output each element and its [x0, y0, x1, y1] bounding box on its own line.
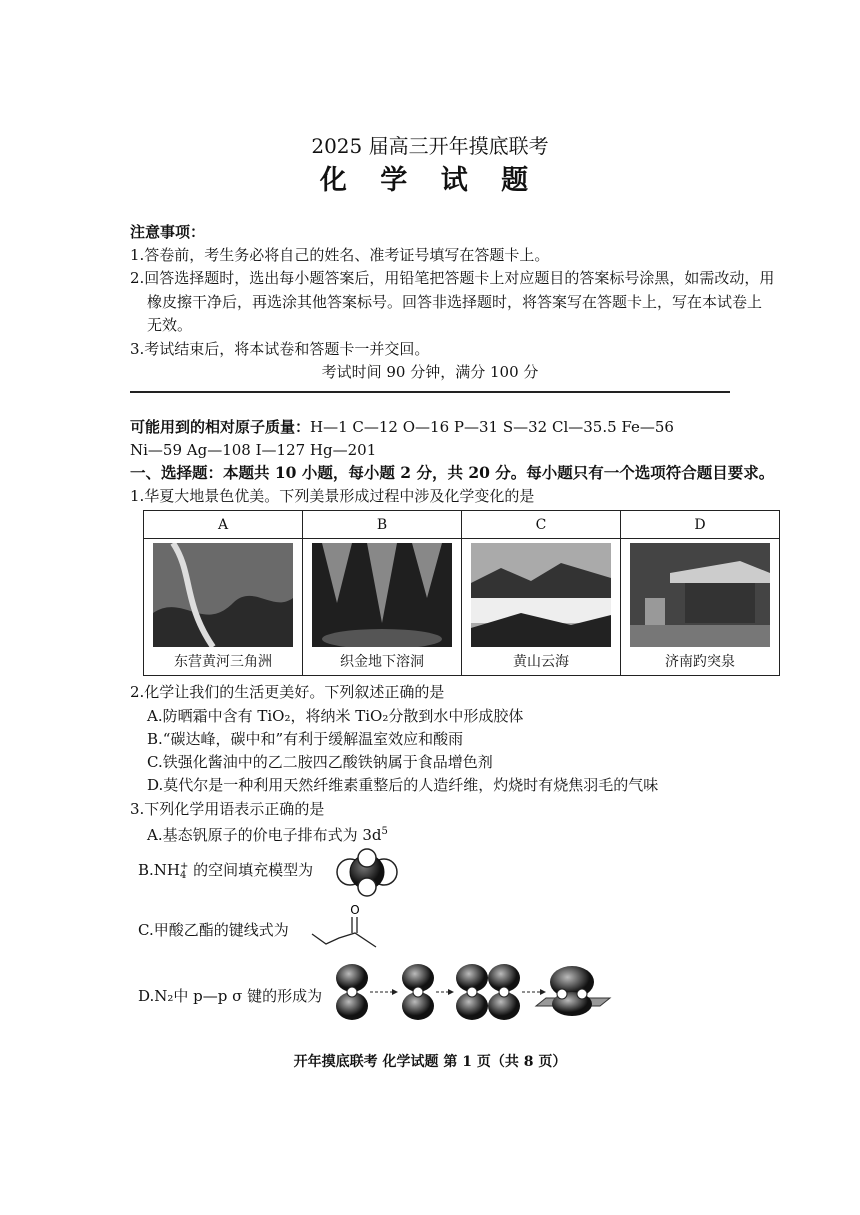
notice-item-3: 3.考试结束后，将本试卷和答题卡一并交回。 — [130, 340, 430, 358]
q1-caption-a: 东营黄河三角洲 — [174, 654, 272, 670]
q1-option-b — [303, 539, 462, 676]
overlapping-orbitals — [456, 964, 520, 1020]
q1-letter-d: D — [621, 511, 780, 539]
atomic-mass-line-1 — [130, 417, 674, 437]
delta-photo — [153, 543, 293, 647]
q3-stem: 3.下列化学用语表示正确的是 — [130, 800, 325, 818]
q2-option-b: B.“碳达峰，碳中和”有利于缓解温室效应和酸雨 — [147, 730, 464, 748]
nh4-space-filling-model — [334, 847, 400, 897]
notice-item-2-end: 无效。 — [147, 316, 193, 334]
q1-caption-c: 黄山云海 — [513, 654, 569, 670]
q2-option-c: C.铁强化酱油中的乙二胺四乙酸铁钠属于食品增色剂 — [147, 753, 493, 771]
atomic-mass-label: 可能用到的相对原子质量： — [130, 418, 311, 436]
q3-option-a-sup: 5 — [381, 826, 388, 837]
q1-letter-b: B — [303, 511, 462, 539]
q3-option-c: C.甲酸乙酯的键线式为 — [138, 921, 289, 939]
exam-time: 考试时间 90 分钟，满分 100 分 — [321, 363, 539, 381]
sigma-bond-orbital — [536, 966, 610, 1016]
notice-item-2-cont: 橡皮擦干净后，再选涂其他答案标号。回答非选择题时，将答案写在答题卡上，写在本试卷上 — [147, 293, 763, 311]
q3-option-d: D.N₂中 p—p σ 键的形成为 — [138, 987, 323, 1005]
ethyl-formate-skeletal-formula — [308, 900, 380, 952]
q1-option-d — [621, 539, 780, 676]
q1-options-table — [143, 510, 780, 676]
carbonyl-oxygen-label: O — [350, 903, 360, 917]
exam-title: 2025 届高三开年摸底联考 — [311, 134, 549, 158]
q3-option-b-post: 的空间填充模型为 — [188, 861, 314, 879]
q2-option-a: A.防晒霜中含有 TiO₂，将纳米 TiO₂分散到水中形成胶体 — [147, 707, 524, 725]
divider-rule — [130, 391, 730, 393]
q3-option-b — [138, 860, 313, 880]
q3-option-b-sub: 4 — [180, 870, 187, 881]
q1-stem: 1.华夏大地景色优美。下列美景形成过程中涉及化学变化的是 — [130, 487, 535, 505]
q3-option-b-pre: B.NH — [138, 861, 180, 879]
q2-stem: 2.化学让我们的生活更美好。下列叙述正确的是 — [130, 683, 445, 701]
notice-item-1: 1.答卷前，考生务必将自己的姓名、准考证号填写在答题卡上。 — [130, 246, 550, 264]
q1-option-a — [144, 539, 303, 676]
subject-title: 化 学 试 题 — [319, 165, 541, 196]
cave-photo — [312, 543, 452, 647]
p-orbital-left — [336, 964, 368, 1020]
atomic-mass-values-1: H—1 C—12 O—16 P—31 S—32 Cl—35.5 Fe—56 — [310, 418, 674, 436]
section-heading: 一、选择题：本题共 10 小题，每小题 2 分，共 20 分。每小题只有一个选项符合题目要求。 — [130, 463, 775, 482]
q3-option-a-text: A.基态钒原子的价电子排布式为 3d — [147, 826, 382, 844]
p-p-sigma-orbital-diagram — [334, 960, 614, 1024]
q1-caption-b: 织金地下溶洞 — [340, 654, 424, 670]
q1-letter-c: C — [462, 511, 621, 539]
sea-of-clouds-photo — [471, 543, 611, 647]
q1-letter-a: A — [144, 511, 303, 539]
q3-option-a — [147, 822, 388, 845]
q1-caption-d: 济南趵突泉 — [665, 654, 735, 670]
notice-title: 注意事项： — [130, 223, 206, 241]
notice-item-2: 2.回答选择题时，选出每小题答案后，用铅笔把答题卡上对应题目的答案标号涂黑，如需改动，用 — [130, 269, 775, 287]
spring-photo — [630, 543, 770, 647]
page-footer: 开年摸底联考 化学试题 第 1 页（共 8 页） — [293, 1054, 567, 1070]
q3-option-b-sup: + — [180, 861, 189, 872]
q2-option-d: D.莫代尔是一种利用天然纤维素重整后的人造纤维，灼烧时有烧焦羽毛的气味 — [147, 776, 659, 794]
q1-option-c — [462, 539, 621, 676]
atomic-mass-line-2: Ni—59 Ag—108 I—127 Hg—201 — [130, 441, 377, 459]
p-orbital-right — [402, 964, 434, 1020]
